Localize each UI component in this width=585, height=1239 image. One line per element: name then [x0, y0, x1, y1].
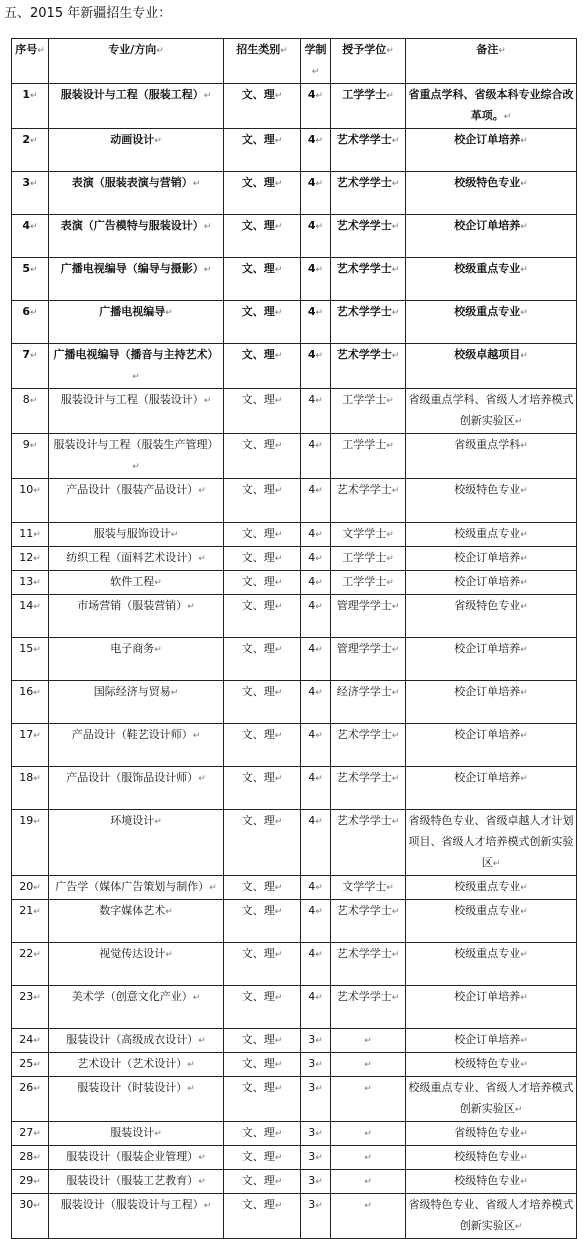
cell-degree: ↵	[331, 1170, 406, 1194]
cell-major: 服装设计（服装工艺教育）↵	[49, 1170, 224, 1194]
cell-seq: 20↵	[12, 876, 49, 900]
cell-degree: 工学学士↵	[331, 547, 406, 571]
cell-category: 文、理↵	[224, 986, 301, 1029]
cell-years: 4↵	[301, 258, 331, 301]
cell-years: 3↵	[301, 1122, 331, 1146]
cell-category: 文、理↵	[224, 638, 301, 681]
cell-years: 4↵	[301, 876, 331, 900]
cell-degree: ↵	[331, 1053, 406, 1077]
cell-major: 服装设计（服装设计与工程）↵	[49, 1194, 224, 1239]
cell-remark: 省级重点学科、省级人才培养模式创新实验区↵	[406, 389, 577, 434]
cell-major: 数字媒体艺术↵	[49, 900, 224, 943]
cell-major: 产品设计（鞋艺设计师）↵	[49, 724, 224, 767]
cell-degree: 工学学士↵	[331, 434, 406, 479]
cell-degree: ↵	[331, 1077, 406, 1122]
table-row	[12, 571, 577, 595]
cell-years: 4↵	[301, 129, 331, 172]
cell-major: 服装设计（高级成衣设计）↵	[49, 1029, 224, 1053]
cell-category: 文、理↵	[224, 681, 301, 724]
cell-degree: 艺术学学士↵	[331, 301, 406, 344]
table-row	[12, 595, 577, 638]
cell-category: 文、理↵	[224, 1122, 301, 1146]
table-row	[12, 301, 577, 344]
cell-major: 美术学（创意文化产业）↵	[49, 986, 224, 1029]
cell-major: 服装设计与工程（服装工程）↵	[49, 84, 224, 129]
cell-remark: 校级卓越项目↵	[406, 344, 577, 389]
cell-years: 4↵	[301, 595, 331, 638]
cell-remark: 省重点学科、省级本科专业综合改革项。↵	[406, 84, 577, 129]
cell-degree: 管理学学士↵	[331, 638, 406, 681]
cell-category: 文、理↵	[224, 258, 301, 301]
table-body	[12, 84, 577, 1239]
cell-degree: ↵	[331, 1122, 406, 1146]
table-row	[12, 1146, 577, 1170]
cell-remark: 校企订单培养↵	[406, 986, 577, 1029]
cell-category: 文、理↵	[224, 172, 301, 215]
cell-category: 文、理↵	[224, 129, 301, 172]
cell-category: 文、理↵	[224, 767, 301, 810]
cell-remark: 校企订单培养↵	[406, 638, 577, 681]
cell-remark: 校级特色专业↵	[406, 1053, 577, 1077]
table-row	[12, 1077, 577, 1122]
cell-years: 4↵	[301, 681, 331, 724]
cell-major: 广播电视编导（播音与主持艺术）↵	[49, 344, 224, 389]
cell-seq: 14↵	[12, 595, 49, 638]
cell-seq: 16↵	[12, 681, 49, 724]
table-row	[12, 986, 577, 1029]
section-heading: 五、2015 年新疆招生专业：	[4, 6, 172, 21]
cell-remark: 校级特色专业↵	[406, 1170, 577, 1194]
cell-major: 服装设计（时装设计）↵	[49, 1077, 224, 1122]
cell-major: 纺织工程（面料艺术设计）↵	[49, 547, 224, 571]
cell-seq: 26↵	[12, 1077, 49, 1122]
cell-major: 产品设计（服装产品设计）↵	[49, 479, 224, 523]
cell-category: 文、理↵	[224, 389, 301, 434]
cell-major: 广播电视编导↵	[49, 301, 224, 344]
cell-remark: 校级特色专业↵	[406, 479, 577, 523]
table-row	[12, 215, 577, 258]
cell-years: 4↵	[301, 547, 331, 571]
cell-degree: 艺术学学士↵	[331, 943, 406, 986]
cell-degree: 艺术学学士↵	[331, 129, 406, 172]
cell-major: 软件工程↵	[49, 571, 224, 595]
table-row	[12, 724, 577, 767]
cell-seq: 21↵	[12, 900, 49, 943]
cell-category: 文、理↵	[224, 215, 301, 258]
cell-category: 文、理↵	[224, 479, 301, 523]
table-row	[12, 876, 577, 900]
table-row	[12, 172, 577, 215]
cell-seq: 25↵	[12, 1053, 49, 1077]
cell-category: 文、理↵	[224, 724, 301, 767]
cell-category: 文、理↵	[224, 344, 301, 389]
cell-remark: 校级重点专业↵	[406, 258, 577, 301]
cell-seq: 11↵	[12, 523, 49, 547]
cell-remark: 校级重点专业↵	[406, 943, 577, 986]
cell-major: 服装设计与工程（服装设计）↵	[49, 389, 224, 434]
cell-seq: 5↵	[12, 258, 49, 301]
cell-degree: 艺术学学士↵	[331, 479, 406, 523]
cell-major: 广播电视编导（编导与摄影）↵	[49, 258, 224, 301]
cell-years: 3↵	[301, 1077, 331, 1122]
cell-seq: 27↵	[12, 1122, 49, 1146]
cell-category: 文、理↵	[224, 523, 301, 547]
cell-degree: 艺术学学士↵	[331, 258, 406, 301]
table-row	[12, 1170, 577, 1194]
table-row	[12, 547, 577, 571]
cell-remark: 校级特色专业↵	[406, 1146, 577, 1170]
cell-category: 文、理↵	[224, 1170, 301, 1194]
cell-years: 4↵	[301, 943, 331, 986]
cell-remark: 校企订单培养↵	[406, 1029, 577, 1053]
cell-category: 文、理↵	[224, 1029, 301, 1053]
cell-seq: 13↵	[12, 571, 49, 595]
cell-seq: 15↵	[12, 638, 49, 681]
cell-seq: 18↵	[12, 767, 49, 810]
cell-remark: 校企订单培养↵	[406, 129, 577, 172]
cell-category: 文、理↵	[224, 434, 301, 479]
table-row	[12, 681, 577, 724]
cell-category: 文、理↵	[224, 1053, 301, 1077]
table-row	[12, 523, 577, 547]
cell-degree: 文学学士↵	[331, 876, 406, 900]
cell-major: 广告学（媒体广告策划与制作）↵	[49, 876, 224, 900]
table-row	[12, 1029, 577, 1053]
cell-remark: 校企订单培养↵	[406, 215, 577, 258]
cell-seq: 1↵	[12, 84, 49, 129]
majors-table	[11, 38, 577, 1239]
cell-seq: 10↵	[12, 479, 49, 523]
cell-degree: 经济学学士↵	[331, 681, 406, 724]
cell-years: 4↵	[301, 84, 331, 129]
cell-years: 4↵	[301, 389, 331, 434]
cell-years: 4↵	[301, 215, 331, 258]
cell-major: 表演（广告模特与服装设计）↵	[49, 215, 224, 258]
cell-degree: ↵	[331, 1029, 406, 1053]
cell-degree: 艺术学学士↵	[331, 810, 406, 876]
cell-years: 4↵	[301, 344, 331, 389]
header-major: 专业/方向↵	[49, 39, 224, 84]
cell-major: 服装设计（服装企业管理）↵	[49, 1146, 224, 1170]
header-degree: 授予学位↵	[331, 39, 406, 84]
cell-degree: 艺术学学士↵	[331, 172, 406, 215]
cell-major: 服装与服饰设计↵	[49, 523, 224, 547]
cell-remark: 校企订单培养↵	[406, 767, 577, 810]
table-header-row	[12, 39, 577, 84]
cell-major: 环境设计↵	[49, 810, 224, 876]
cell-remark: 校企订单培养↵	[406, 571, 577, 595]
table-row	[12, 129, 577, 172]
cell-remark: 校企订单培养↵	[406, 547, 577, 571]
cell-years: 4↵	[301, 301, 331, 344]
cell-degree: ↵	[331, 1194, 406, 1239]
cell-degree: 艺术学学士↵	[331, 986, 406, 1029]
cell-years: 3↵	[301, 1029, 331, 1053]
cell-remark: 省级特色专业、省级卓越人才计划项目、省级人才培养模式创新实验区↵	[406, 810, 577, 876]
cell-degree: 艺术学学士↵	[331, 215, 406, 258]
cell-years: 4↵	[301, 810, 331, 876]
table-row	[12, 638, 577, 681]
cell-remark: 省级特色专业、省级人才培养模式创新实验区↵	[406, 1194, 577, 1239]
cell-category: 文、理↵	[224, 900, 301, 943]
cell-major: 表演（服装表演与营销）↵	[49, 172, 224, 215]
cell-remark: 校级重点专业、省级人才培养模式创新实验区↵	[406, 1077, 577, 1122]
cell-seq: 8↵	[12, 389, 49, 434]
cell-category: 文、理↵	[224, 571, 301, 595]
cell-seq: 7↵	[12, 344, 49, 389]
cell-degree: 管理学学士↵	[331, 595, 406, 638]
table-row	[12, 1122, 577, 1146]
cell-remark: 省级特色专业↵	[406, 595, 577, 638]
cell-seq: 17↵	[12, 724, 49, 767]
cell-years: 4↵	[301, 172, 331, 215]
table-row	[12, 84, 577, 129]
cell-years: 4↵	[301, 767, 331, 810]
header-seq: 序号↵	[12, 39, 49, 84]
cell-category: 文、理↵	[224, 547, 301, 571]
table-row	[12, 344, 577, 389]
cell-seq: 9↵	[12, 434, 49, 479]
cell-years: 4↵	[301, 434, 331, 479]
table-row	[12, 943, 577, 986]
cell-seq: 12↵	[12, 547, 49, 571]
cell-degree: 艺术学学士↵	[331, 724, 406, 767]
cell-category: 文、理↵	[224, 1077, 301, 1122]
cell-category: 文、理↵	[224, 301, 301, 344]
cell-seq: 3↵	[12, 172, 49, 215]
cell-major: 电子商务↵	[49, 638, 224, 681]
cell-seq: 4↵	[12, 215, 49, 258]
cell-years: 4↵	[301, 571, 331, 595]
cell-category: 文、理↵	[224, 876, 301, 900]
cell-category: 文、理↵	[224, 810, 301, 876]
cell-seq: 19↵	[12, 810, 49, 876]
cell-remark: 校级重点专业↵	[406, 301, 577, 344]
cell-major: 产品设计（服饰品设计师）↵	[49, 767, 224, 810]
cell-years: 3↵	[301, 1146, 331, 1170]
cell-years: 4↵	[301, 986, 331, 1029]
cell-major: 艺术设计（艺术设计）↵	[49, 1053, 224, 1077]
cell-degree: ↵	[331, 1146, 406, 1170]
cell-remark: 校企订单培养↵	[406, 724, 577, 767]
cell-remark: 省级重点学科↵	[406, 434, 577, 479]
table-row	[12, 258, 577, 301]
cell-seq: 28↵	[12, 1146, 49, 1170]
table-row	[12, 810, 577, 876]
cell-remark: 校企订单培养↵	[406, 681, 577, 724]
cell-major: 服装设计↵	[49, 1122, 224, 1146]
cell-category: 文、理↵	[224, 1146, 301, 1170]
cell-years: 3↵	[301, 1053, 331, 1077]
header-years: 学制↵	[301, 39, 331, 84]
cell-degree: 艺术学学士↵	[331, 344, 406, 389]
cell-category: 文、理↵	[224, 595, 301, 638]
cell-years: 4↵	[301, 479, 331, 523]
cell-degree: 工学学士↵	[331, 84, 406, 129]
table-row	[12, 479, 577, 523]
cell-seq: 22↵	[12, 943, 49, 986]
table-row	[12, 1053, 577, 1077]
cell-category: 文、理↵	[224, 1194, 301, 1239]
cell-seq: 2↵	[12, 129, 49, 172]
cell-years: 4↵	[301, 523, 331, 547]
cell-years: 3↵	[301, 1170, 331, 1194]
table-row	[12, 767, 577, 810]
cell-years: 4↵	[301, 724, 331, 767]
cell-seq: 29↵	[12, 1170, 49, 1194]
header-category: 招生类别↵	[224, 39, 301, 84]
cell-remark: 校级重点专业↵	[406, 900, 577, 943]
cell-degree: 艺术学学士↵	[331, 767, 406, 810]
cell-major: 服装设计与工程（服装生产管理）↵	[49, 434, 224, 479]
cell-seq: 23↵	[12, 986, 49, 1029]
table-row	[12, 434, 577, 479]
cell-major: 动画设计↵	[49, 129, 224, 172]
cell-years: 4↵	[301, 900, 331, 943]
cell-category: 文、理↵	[224, 84, 301, 129]
header-remark: 备注↵	[406, 39, 577, 84]
cell-seq: 6↵	[12, 301, 49, 344]
cell-seq: 24↵	[12, 1029, 49, 1053]
cell-seq: 30↵	[12, 1194, 49, 1239]
cell-degree: 工学学士↵	[331, 571, 406, 595]
cell-years: 4↵	[301, 638, 331, 681]
cell-degree: 文学学士↵	[331, 523, 406, 547]
cell-remark: 校级重点专业↵	[406, 523, 577, 547]
cell-major: 国际经济与贸易↵	[49, 681, 224, 724]
table-row	[12, 900, 577, 943]
cell-remark: 校级重点专业↵	[406, 876, 577, 900]
table-row	[12, 1194, 577, 1239]
cell-remark: 省级特色专业↵	[406, 1122, 577, 1146]
cell-remark: 校级特色专业↵	[406, 172, 577, 215]
cell-category: 文、理↵	[224, 943, 301, 986]
cell-degree: 艺术学学士↵	[331, 900, 406, 943]
table-row	[12, 389, 577, 434]
cell-years: 3↵	[301, 1194, 331, 1239]
cell-major: 市场营销（服装营销）↵	[49, 595, 224, 638]
cell-degree: 工学学士↵	[331, 389, 406, 434]
cell-major: 视觉传达设计↵	[49, 943, 224, 986]
